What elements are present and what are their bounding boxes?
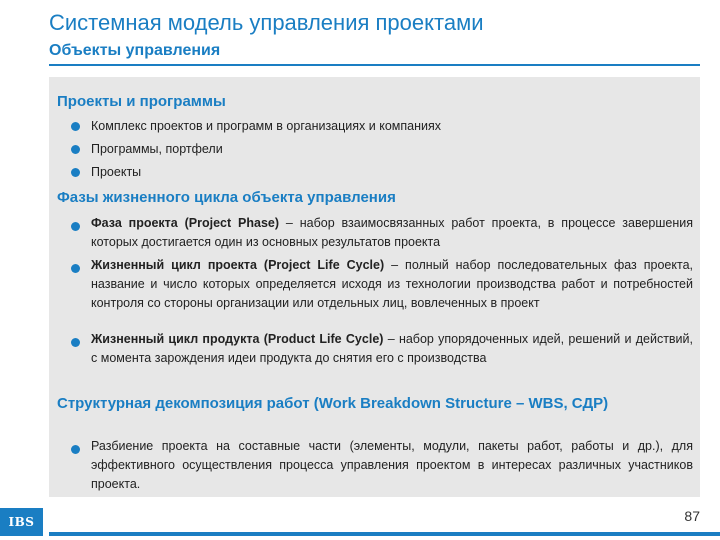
- term-definition: – набор взаимосвязанных работ проекта, в процессе завершения которых достигается один из основных результатов проекта: [91, 216, 693, 249]
- page-title: Системная модель управления проектами: [49, 10, 484, 35]
- bullet-icon: [71, 445, 80, 454]
- footer-divider: [49, 532, 720, 536]
- section-heading-wbs: Структурная декомпозиция работ (Work Breakdown Structure – WBS, СДР): [57, 395, 609, 412]
- ibs-logo: IBS: [0, 508, 43, 536]
- title-divider: [49, 64, 700, 66]
- term-label: Фаза проекта (Project Phase): [91, 216, 280, 230]
- term-definition: – полный набор последовательных фаз проекта, название и число которых определяется исходя из технологии производства работ и потребностей контроля со стороны организации или отдельных лиц, вовлеченных в проект: [91, 258, 693, 310]
- bullet-icon: [71, 222, 80, 231]
- list-item: Разбиение проекта на составные части (элементы, модули, пакеты работ, работы и др.), для эффективного осуществления процесса управления проектом в интересах различных участников проекта.: [91, 439, 693, 491]
- list-item: [91, 256, 693, 313]
- list-item: Программы, портфели: [91, 142, 223, 156]
- term-label: Жизненный цикл проекта (Project Life Cycle): [91, 258, 385, 272]
- bullet-icon: [71, 264, 80, 273]
- list-item: [91, 330, 693, 368]
- list-item: Проекты: [91, 165, 142, 179]
- list-item: [91, 214, 693, 252]
- term-definition: – набор упорядоченных идей, решений и действий, с момента зарождения идеи продукта до снятия его с производства: [91, 332, 693, 365]
- bullet-icon: [71, 168, 80, 177]
- bullet-icon: [71, 338, 80, 347]
- page-subtitle: Объекты управления: [49, 42, 221, 59]
- bullet-icon: [71, 145, 80, 154]
- bullet-icon: [71, 122, 80, 131]
- section-heading-lifecycle: Фазы жизненного цикла объекта управления: [57, 189, 396, 206]
- term-label: Жизненный цикл продукта (Product Life Cycle): [91, 332, 384, 346]
- list-item: Комплекс проектов и программ в организациях и компаниях: [91, 119, 441, 133]
- section-heading-projects: Проекты и программы: [57, 93, 226, 110]
- page-number: 87: [684, 508, 700, 524]
